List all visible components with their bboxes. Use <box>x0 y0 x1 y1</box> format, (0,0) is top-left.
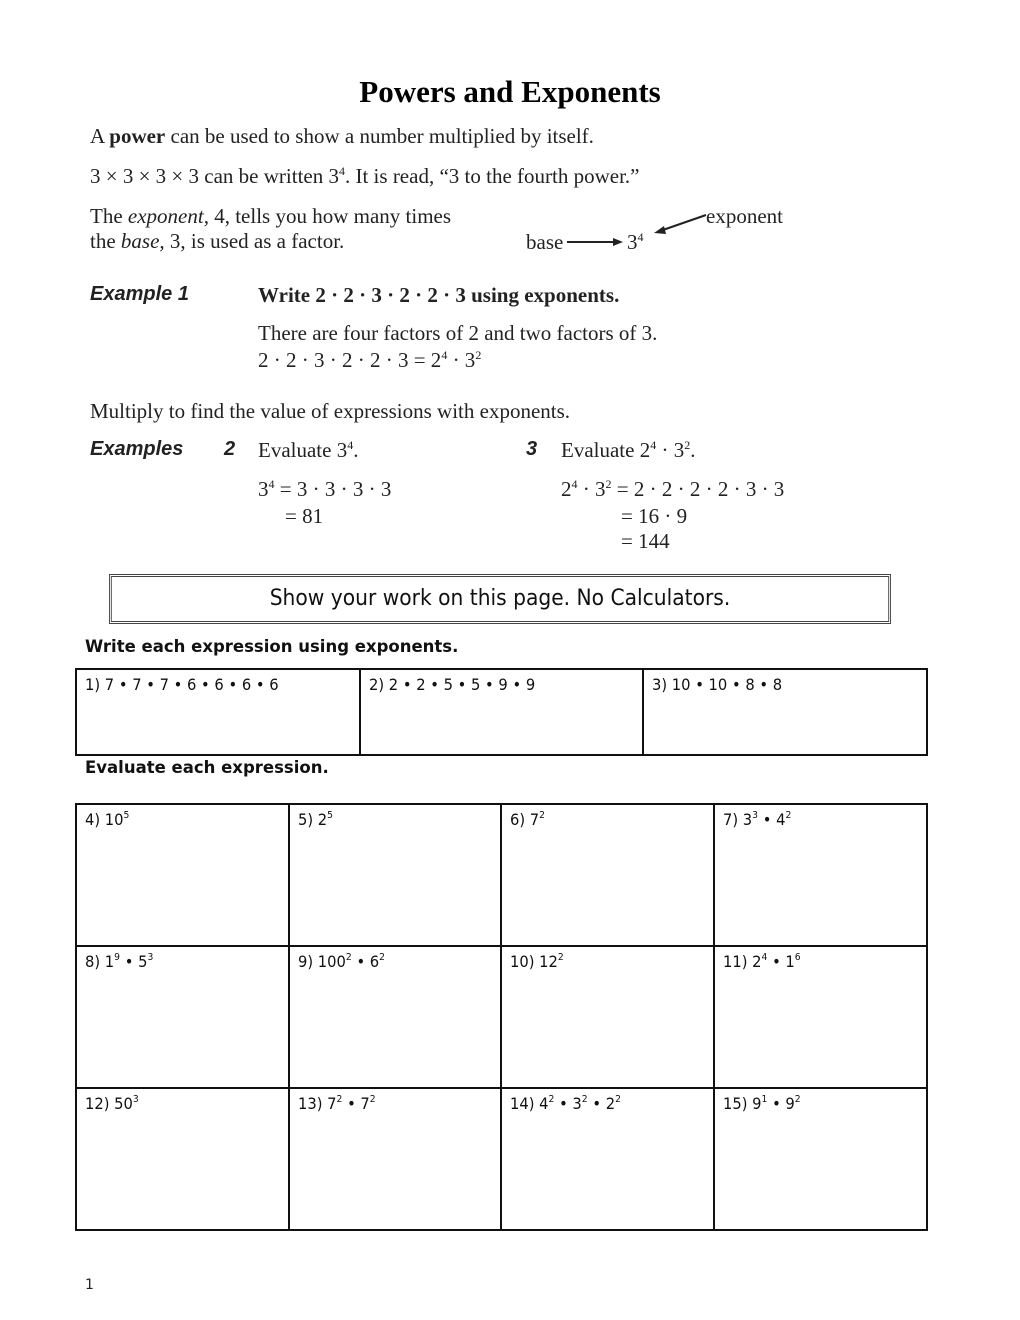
page-number: 1 <box>85 1277 94 1293</box>
table-row <box>76 946 927 1088</box>
text: The <box>90 204 128 228</box>
base: 3 <box>743 810 753 829</box>
term-power: power <box>109 124 166 148</box>
problem-cell[interactable] <box>714 804 927 946</box>
base: 7 <box>326 1094 337 1113</box>
table-row <box>76 804 927 946</box>
problem-text <box>85 1094 139 1113</box>
exponent: 2 <box>785 810 792 821</box>
diagram-base-label: base <box>526 230 564 254</box>
problem-text <box>85 952 153 971</box>
superscript: 4 <box>441 348 448 362</box>
diagram-base-value: 3 <box>627 230 638 254</box>
superscript: 4 <box>650 438 657 452</box>
problem-cell[interactable] <box>643 669 927 755</box>
base: 1 <box>785 952 796 971</box>
text: 2 <box>561 477 572 501</box>
base: 4 <box>776 810 786 829</box>
problem-cell[interactable] <box>501 1088 714 1230</box>
exponent: 3 <box>132 1094 139 1105</box>
term-exponent: exponent, <box>127 204 209 228</box>
base: 2 <box>752 952 762 971</box>
problem-text <box>723 1094 801 1113</box>
problem-number: 4) <box>85 810 105 829</box>
example3-prompt <box>561 438 695 463</box>
text: · 3 <box>577 477 606 501</box>
multiply-dot: • <box>120 952 139 971</box>
problem-cell[interactable] <box>289 946 502 1088</box>
superscript: 4 <box>347 438 354 452</box>
problem-number: 6) <box>510 810 531 829</box>
multiply-note: Multiply to find the value of expressions with exponents. <box>90 399 571 423</box>
base: 7 <box>360 1094 370 1113</box>
intro-line-power <box>90 124 594 149</box>
problem-cell[interactable] <box>501 946 714 1088</box>
example2-prompt <box>258 438 358 463</box>
problem-number: 14) <box>510 1094 540 1113</box>
base: 9 <box>785 1094 796 1113</box>
section1-heading: Write each expression using exponents. <box>85 637 459 656</box>
base: 2 <box>606 1094 616 1113</box>
intro-line-example <box>90 164 639 189</box>
text: = 3 · 3 · 3 · 3 <box>274 477 392 501</box>
text: 4, tells you how many times <box>208 204 452 228</box>
example3-step3: = 144 <box>621 529 670 553</box>
exponent: 2 <box>548 1094 555 1105</box>
multiply-dot: • <box>588 1094 607 1113</box>
exponent: 2 <box>795 1094 801 1105</box>
exponent: 3 <box>752 810 759 821</box>
text: Evaluate 3 <box>258 438 348 462</box>
intro-line-exponent <box>90 204 451 229</box>
example2-number: 2 <box>224 438 236 460</box>
exponent: 2 <box>582 1094 589 1105</box>
problem-number: 5) <box>297 810 318 829</box>
base-arrow-icon <box>567 236 623 248</box>
problem-cell[interactable] <box>360 669 643 755</box>
base: 3 <box>572 1094 583 1113</box>
exponent: 2 <box>378 952 385 963</box>
text: . <box>690 438 696 462</box>
multiply-dot: • <box>767 952 786 971</box>
text: A <box>90 124 110 148</box>
example1-explanation: There are four factors of 2 and two factors of 3. <box>258 321 658 345</box>
base: 1 <box>104 952 115 971</box>
problem-text <box>510 952 564 971</box>
page-title: Powers and Exponents <box>359 74 661 109</box>
problem-cell[interactable] <box>714 1088 927 1230</box>
problem-text: 3) 10 • 10 • 8 • 8 <box>651 675 783 694</box>
table-row <box>76 1088 927 1230</box>
problem-cell[interactable] <box>501 804 714 946</box>
exponent: 9 <box>114 952 121 963</box>
base: 7 <box>530 810 540 829</box>
exponent: 2 <box>558 952 565 963</box>
base: 4 <box>539 1094 549 1113</box>
exponent: 6 <box>795 952 801 963</box>
superscript: 4 <box>268 477 275 491</box>
problem-text <box>510 1094 621 1113</box>
problem-text <box>723 810 791 829</box>
diagram-exponent-label: exponent <box>706 204 783 228</box>
exponent: 2 <box>345 952 352 963</box>
notice-box: Show your work on this page. No Calculators. <box>109 574 891 624</box>
text: 2 · 2 · 3 · 2 · 2 · 3 = 2 <box>258 348 442 372</box>
problem-text: 1) 7 • 7 • 7 • 6 • 6 • 6 • 6 <box>85 675 279 694</box>
superscript: 4 <box>338 164 345 178</box>
problem-cell[interactable] <box>289 1088 502 1230</box>
text: . <box>353 438 359 462</box>
multiply-dot: • <box>758 810 777 829</box>
example2-step2: = 81 <box>285 504 324 528</box>
superscript: 2 <box>475 348 482 362</box>
exponent: 1 <box>761 1094 768 1105</box>
example3-step2: = 16 · 9 <box>621 504 688 528</box>
base: 2 <box>317 810 327 829</box>
base: 50 <box>114 1094 133 1113</box>
example3-step1 <box>561 477 784 502</box>
text: . It is read, “3 to the fourth power.” <box>344 164 640 188</box>
base: 5 <box>138 952 148 971</box>
problem-number: 11) <box>723 952 753 971</box>
example1-label: Example 1 <box>90 283 189 305</box>
problem-text <box>298 1094 376 1113</box>
problem-text: 2) 2 • 2 • 5 • 5 • 9 • 9 <box>368 675 535 694</box>
base: 12 <box>539 952 559 971</box>
example1-prompt: Write 2 · 2 · 3 · 2 · 2 · 3 using exponents. <box>258 283 620 307</box>
diagram-power <box>627 230 644 255</box>
exponent: 5 <box>326 810 333 821</box>
text: 3, is used as a factor. <box>164 229 345 253</box>
exponent: 2 <box>336 1094 343 1105</box>
exponent-arrow-icon <box>652 212 708 236</box>
example1-solution <box>258 348 481 373</box>
problem-text <box>510 810 545 829</box>
text: 3 × 3 × 3 × 3 can be written 3 <box>90 164 339 188</box>
problem-cell[interactable] <box>76 804 289 946</box>
problem-text <box>298 810 333 829</box>
text: the <box>90 229 121 253</box>
exponent: 4 <box>761 952 768 963</box>
text: · 3 <box>447 348 476 372</box>
problem-number: 12) <box>85 1094 115 1113</box>
problem-number: 7) <box>723 810 744 829</box>
multiply-dot: • <box>554 1094 573 1113</box>
problem-text <box>723 952 801 971</box>
superscript: 4 <box>571 477 578 491</box>
example3-number: 3 <box>526 438 538 460</box>
examples-label: Examples <box>90 438 184 460</box>
problem-cell[interactable] <box>289 804 502 946</box>
exponent: 5 <box>123 810 130 821</box>
base: 100 <box>317 952 346 971</box>
problem-number: 13) <box>297 1094 327 1113</box>
diagram-exponent-value: 4 <box>637 230 644 244</box>
example2-step1 <box>258 477 391 502</box>
text: 3 <box>258 477 269 501</box>
multiply-dot: • <box>767 1094 786 1113</box>
base: 6 <box>369 952 379 971</box>
exponent: 2 <box>615 1094 622 1105</box>
problem-number: 15) <box>723 1094 753 1113</box>
problem-text <box>298 952 385 971</box>
text: can be used to show a number multiplied by itself. <box>165 124 594 148</box>
text: = 2 · 2 · 2 · 2 · 3 · 3 <box>611 477 785 501</box>
exponent: 3 <box>147 952 154 963</box>
superscript: 2 <box>684 438 691 452</box>
multiply-dot: • <box>342 1094 361 1113</box>
section2-heading: Evaluate each expression. <box>85 758 329 777</box>
problem-cell[interactable] <box>76 1088 289 1230</box>
text: Evaluate 2 <box>561 438 651 462</box>
problem-number: 9) <box>297 952 318 971</box>
problem-number: 8) <box>85 952 105 971</box>
text: · 3 <box>656 438 685 462</box>
problem-number: 10) <box>510 952 540 971</box>
problem-text <box>85 810 129 829</box>
base: 9 <box>752 1094 762 1113</box>
intro-line-base <box>90 229 344 254</box>
term-base: base, <box>120 229 165 253</box>
problem-cell[interactable] <box>714 946 927 1088</box>
multiply-dot: • <box>351 952 370 971</box>
superscript: 2 <box>605 477 612 491</box>
problem-cell[interactable] <box>76 946 289 1088</box>
write-exponents-table <box>75 668 928 756</box>
exponent: 2 <box>539 810 546 821</box>
evaluate-table <box>75 803 928 1231</box>
problem-cell[interactable] <box>76 669 360 755</box>
exponent: 2 <box>369 1094 376 1105</box>
base: 10 <box>104 810 124 829</box>
